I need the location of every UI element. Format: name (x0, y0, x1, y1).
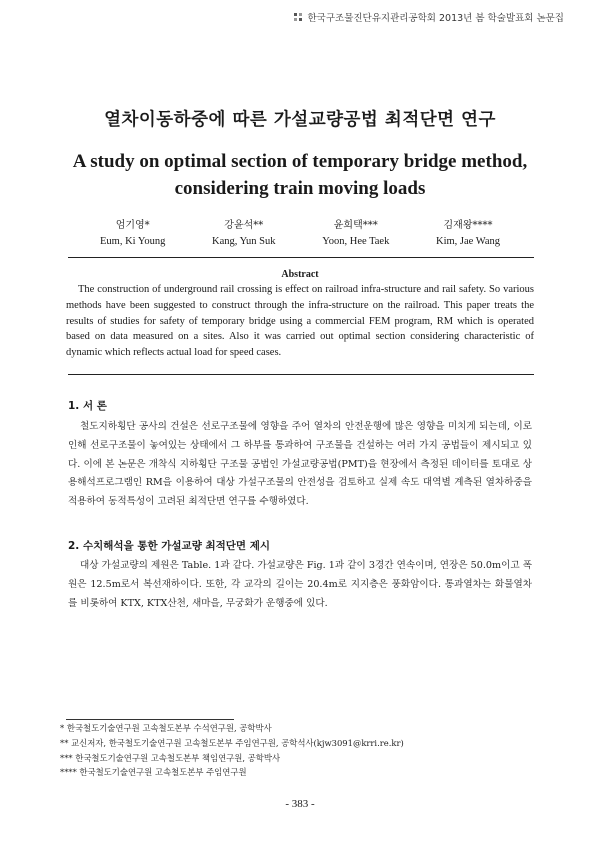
author-name-korean: 엄기영* (115, 220, 150, 231)
footnote-divider (66, 719, 234, 720)
author-name-korean: 강윤석** (224, 220, 264, 231)
author-name-english: Yoon, Hee Taek (322, 236, 390, 247)
author (436, 218, 500, 250)
footnote: ** 교신저자, 한국철도기술연구원 고속철도본부 주임연구원, 공학석사(kjw3091@krri.re.kr) (60, 737, 404, 748)
english-title-line-2: considering train moving loads (174, 178, 426, 199)
author-name-korean: 김재왕**** (443, 220, 493, 231)
english-title (0, 148, 600, 202)
english-title-line-1: A study on optimal section of temporary bridge method, (72, 151, 528, 172)
section-1-text: 철도지하횡단 공사의 건설은 선로구조물에 영향을 주어 열차의 안전운행에 많은 영향을 미치게 되는데, 이로 인해 선로구조물이 놓여있는 상태에서 그 하부를 통과하여 구조물을 건설하는 여러 가지 공법들이 제시되고 있다. 이에 본 논문은 개착식 지하횡단 구조물 공법인 가설교량공법(PMT)을 현장에서 측정된 데이터를 토대로 상용해석프로그램인 RM을 이용하여 대상 가설구조물의 안전성을 검토하고 실제 속도 대역별 계측된 열차하중을 적용하여 동적특성이 고려된 최적단면 연구를 수행하였다. (68, 421, 532, 508)
section-1-heading: 1. 서 론 (68, 400, 107, 412)
author-list (100, 218, 500, 250)
abstract-text: The construction of underground rail crossing is effect on railroad infra-structure and rail safety. So various methods have been suggested to construct through the infra-structure on the railroad. This paper treats the results of studies for safety of temporary bridge using a commercial FEM program, RM which is operated based on data measured on a sites. Also it was carried out optimal section considering characteristic of dynamic which reflects actual load for speed cases. (66, 284, 534, 359)
footnote: *** 한국철도기술연구원 고속철도본부 책임연구원, 공학박사 (60, 752, 281, 763)
footnote: * 한국철도기술연구원 고속철도본부 수석연구원, 공학박사 (60, 723, 272, 733)
footnotes (60, 721, 540, 780)
journal-name: 한국구조물진단유지관리공학회 2013년 봄 학술발표회 논문집 (307, 13, 564, 24)
page-number: - 383 - (285, 798, 315, 810)
divider-top (68, 257, 534, 258)
section-2-text: 대상 가설교량의 제원은 Table. 1과 같다. 가설교량은 Fig. 1과 같이 3경간 연속이며, 연장은 50.0m이고 폭원은 12.5m로서 복선재하이다. 또한, 각 교각의 길이는 20.4m로 지지층은 풍화암이다. 통과열차는 화물열차를 비롯하여 KTX, KTX산천, 새마을, 무궁화가 운행중에 있다. (68, 560, 532, 609)
author (100, 218, 165, 250)
author-name-english: Kang, Yun Suk (212, 236, 276, 247)
abstract-heading: Abstract (281, 269, 319, 280)
korean-title: 열차이동하중에 따른 가설교량공법 최적단면 연구 (104, 110, 496, 130)
author-name-english: Kim, Jae Wang (436, 236, 500, 247)
author-name-korean: 윤희택*** (333, 220, 378, 231)
divider-bottom (68, 374, 534, 375)
section-2-heading: 2. 수치해석을 통한 가설교량 최적단면 제시 (68, 540, 271, 552)
footnote: **** 한국철도기술연구원 고속철도본부 주임연구원 (60, 767, 247, 778)
author-name-english: Eum, Ki Young (100, 236, 166, 247)
sparkle-icon (294, 13, 303, 22)
author (322, 218, 389, 250)
journal-header (294, 10, 564, 24)
author (212, 218, 276, 250)
